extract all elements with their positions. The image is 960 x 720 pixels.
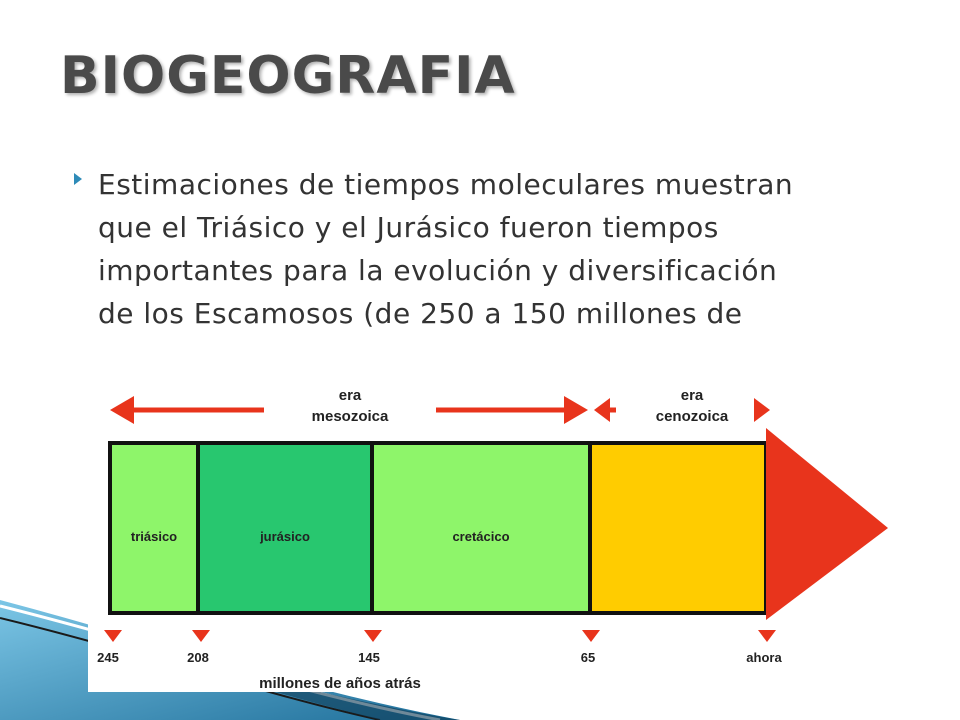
period-label-cretacico: cretácico [452, 529, 510, 544]
period-cenozoico [590, 443, 766, 613]
era-cenozoica-label-2: cenozoica [655, 408, 729, 425]
period-jurasico [198, 443, 372, 613]
period-triasico [110, 443, 198, 613]
era-mesozoica-label-1: era [338, 387, 362, 404]
geologic-timeline [88, 376, 888, 692]
slide-title: BIOGEOGRAFIA [60, 46, 516, 106]
axis-label: millones de años atrás [259, 675, 421, 692]
bullet-text: Estimaciones de tiempos moleculares muestran que el Triásico y el Jurásico fueron tiempos importantes para la evolución y diversificación de los Escamosos (de 250 a 150 millones de [98, 168, 794, 330]
period-cretacico [372, 443, 590, 613]
tick-label-ahora: ahora [746, 650, 782, 665]
era-cenozoica-label-1: era [680, 387, 704, 404]
tick-label-208: 208 [187, 650, 209, 665]
period-label-jurasico: jurásico [260, 529, 310, 544]
tick-label-145: 145 [358, 650, 380, 665]
tick-label-65: 65 [580, 650, 596, 665]
bullet-arrow-icon [74, 173, 82, 185]
era-mesozoica-label-2: mesozoica [311, 408, 389, 425]
tick-label-245: 245 [97, 650, 119, 665]
period-label-triasico: triásico [130, 529, 178, 544]
